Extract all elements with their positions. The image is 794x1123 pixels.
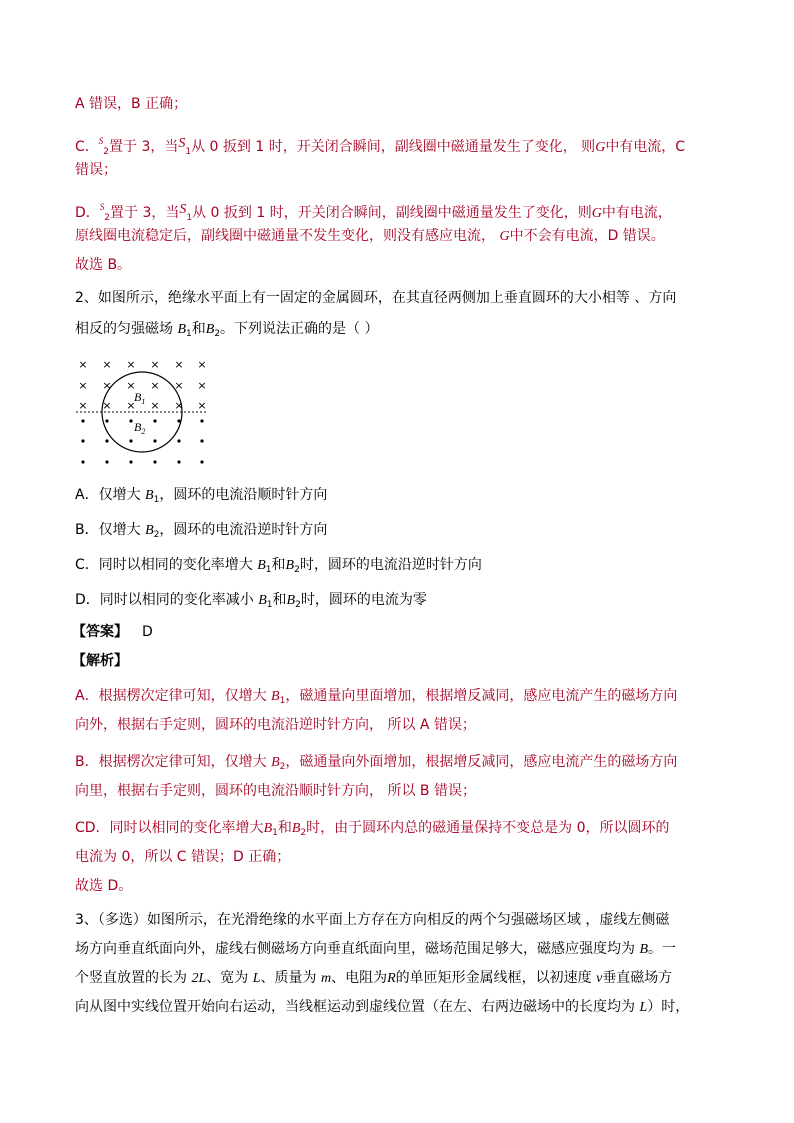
q2-answer: 【答案】 D — [72, 624, 153, 640]
q3-stem-line2: 场方向垂直纸面向外，虚线右侧磁场方向垂直纸面向里，磁场范围足够大，磁感应强度均为 B。一 — [75, 941, 677, 957]
cross-mark: × — [126, 358, 136, 371]
q2-option-d: D．同时以相同的变化率减小 $B_1$和$B_2$时，圆环的电流为零 — [75, 592, 427, 610]
q2-stem-line2: 相反的匀强磁场 $B_1$和$B_2$。下列说法正确的是（ ） — [75, 321, 379, 339]
q2-analysis-cd: CD．同时以相同的变化率增大$B_1$和$B_2$时，由于圆环内总的磁通量保持不变总是为 0，所以圆环的 — [75, 820, 670, 838]
cross-mark: × — [197, 399, 207, 412]
solution-option-d: D．$^S_2$置于 3，当$S_1$从 0 扳到 1 时，开关闭合瞬间，副线圈中磁通量发生了变化，则G中有电流， — [75, 202, 672, 223]
solution-option-c-cont: 错误； — [75, 162, 117, 178]
q2-analysis-a-cont: 向外，根据右手定则，圆环的电流沿逆时针方向， 所以 A 错误； — [75, 717, 476, 733]
q2-analysis-b-cont: 向里，根据右手定则，圆环的电流沿顺时针方向， 所以 B 错误； — [75, 783, 476, 799]
q2-analysis-cd-cont: 电流为 0，所以 C 错误；D 正确； — [75, 849, 291, 865]
cross-mark: × — [174, 358, 184, 371]
cross-mark: × — [126, 399, 136, 412]
cross-mark: × — [197, 358, 207, 371]
cross-mark: × — [78, 399, 88, 412]
cross-mark: × — [126, 379, 136, 392]
cross-mark: × — [174, 379, 184, 392]
solution-option-d-cont: 原线圈电流稳定后，副线圈中磁通量不发生变化，则没有感应电流， G中不会有电流，D 错误。 — [75, 228, 665, 244]
q2-option-a: A．仅增大 $B_1$，圆环的电流沿顺时针方向 — [75, 487, 328, 505]
cross-mark: × — [78, 358, 88, 371]
cross-mark: × — [150, 399, 160, 412]
cross-mark: × — [102, 379, 112, 392]
q3-stem-line1: 3、（多选）如图所示，在光滑绝缘的水平面上方存在方向相反的两个匀强磁场区域 ，虚线左侧磁 — [75, 912, 670, 928]
q2-option-c: C．同时以相同的变化率增大 $B_1$和$B_2$时，圆环的电流沿逆时针方向 — [75, 557, 482, 575]
q2-stem-line1: 2、如图所示，绝缘水平面上有一固定的金属圆环，在其直径两侧加上垂直圆环的大小相等 、方向 — [75, 290, 677, 306]
cross-mark: × — [150, 358, 160, 371]
q2-option-b: B．仅增大 $B_2$，圆环的电流沿逆时针方向 — [75, 522, 328, 540]
cross-mark: × — [150, 379, 160, 392]
q2-analysis-a: A．根据楞次定律可知，仅增大 $B_1$，磁通量向里面增加，根据增反减同，感应电流产生的磁场方向 — [75, 688, 678, 706]
cross-mark: × — [102, 399, 112, 412]
q3-stem-line4: 向从图中实线位置开始向右运动，当线框运动到虚线位置（在左、右两边磁场中的长度均为 L）时， — [75, 999, 690, 1015]
b1-label: $B_1$ — [134, 390, 146, 406]
magnetic-field-ring-figure — [74, 353, 224, 473]
cross-mark: × — [197, 379, 207, 392]
b2-label: $B_2$ — [134, 420, 146, 436]
q2-analysis-label: 【解析】 — [72, 653, 128, 669]
cross-mark: × — [174, 399, 184, 412]
solution1-conclusion: 故选 B。 — [75, 257, 132, 273]
solution-ab-line: A 错误，B 正确； — [75, 96, 188, 112]
solution-option-c: C．$^S_2$置于 3，当$S_1$从 0 扳到 1 时，开关闭合瞬间，副线圈中磁通量发生了变化， 则G中有电流，C — [75, 136, 686, 157]
q3-stem-line3: 个竖直放置的长为 2L、宽为 L、质量为 m、电阻为R的单匝矩形金属线框，以初速度 v垂直磁场方 — [75, 970, 673, 986]
cross-mark: × — [78, 379, 88, 392]
cross-mark: × — [102, 358, 112, 371]
q2-conclusion: 故选 D。 — [75, 878, 133, 894]
q2-analysis-b: B．根据楞次定律可知，仅增大 $B_2$，磁通量向外面增加，根据增反减同，感应电流产生的磁场方向 — [75, 754, 678, 772]
